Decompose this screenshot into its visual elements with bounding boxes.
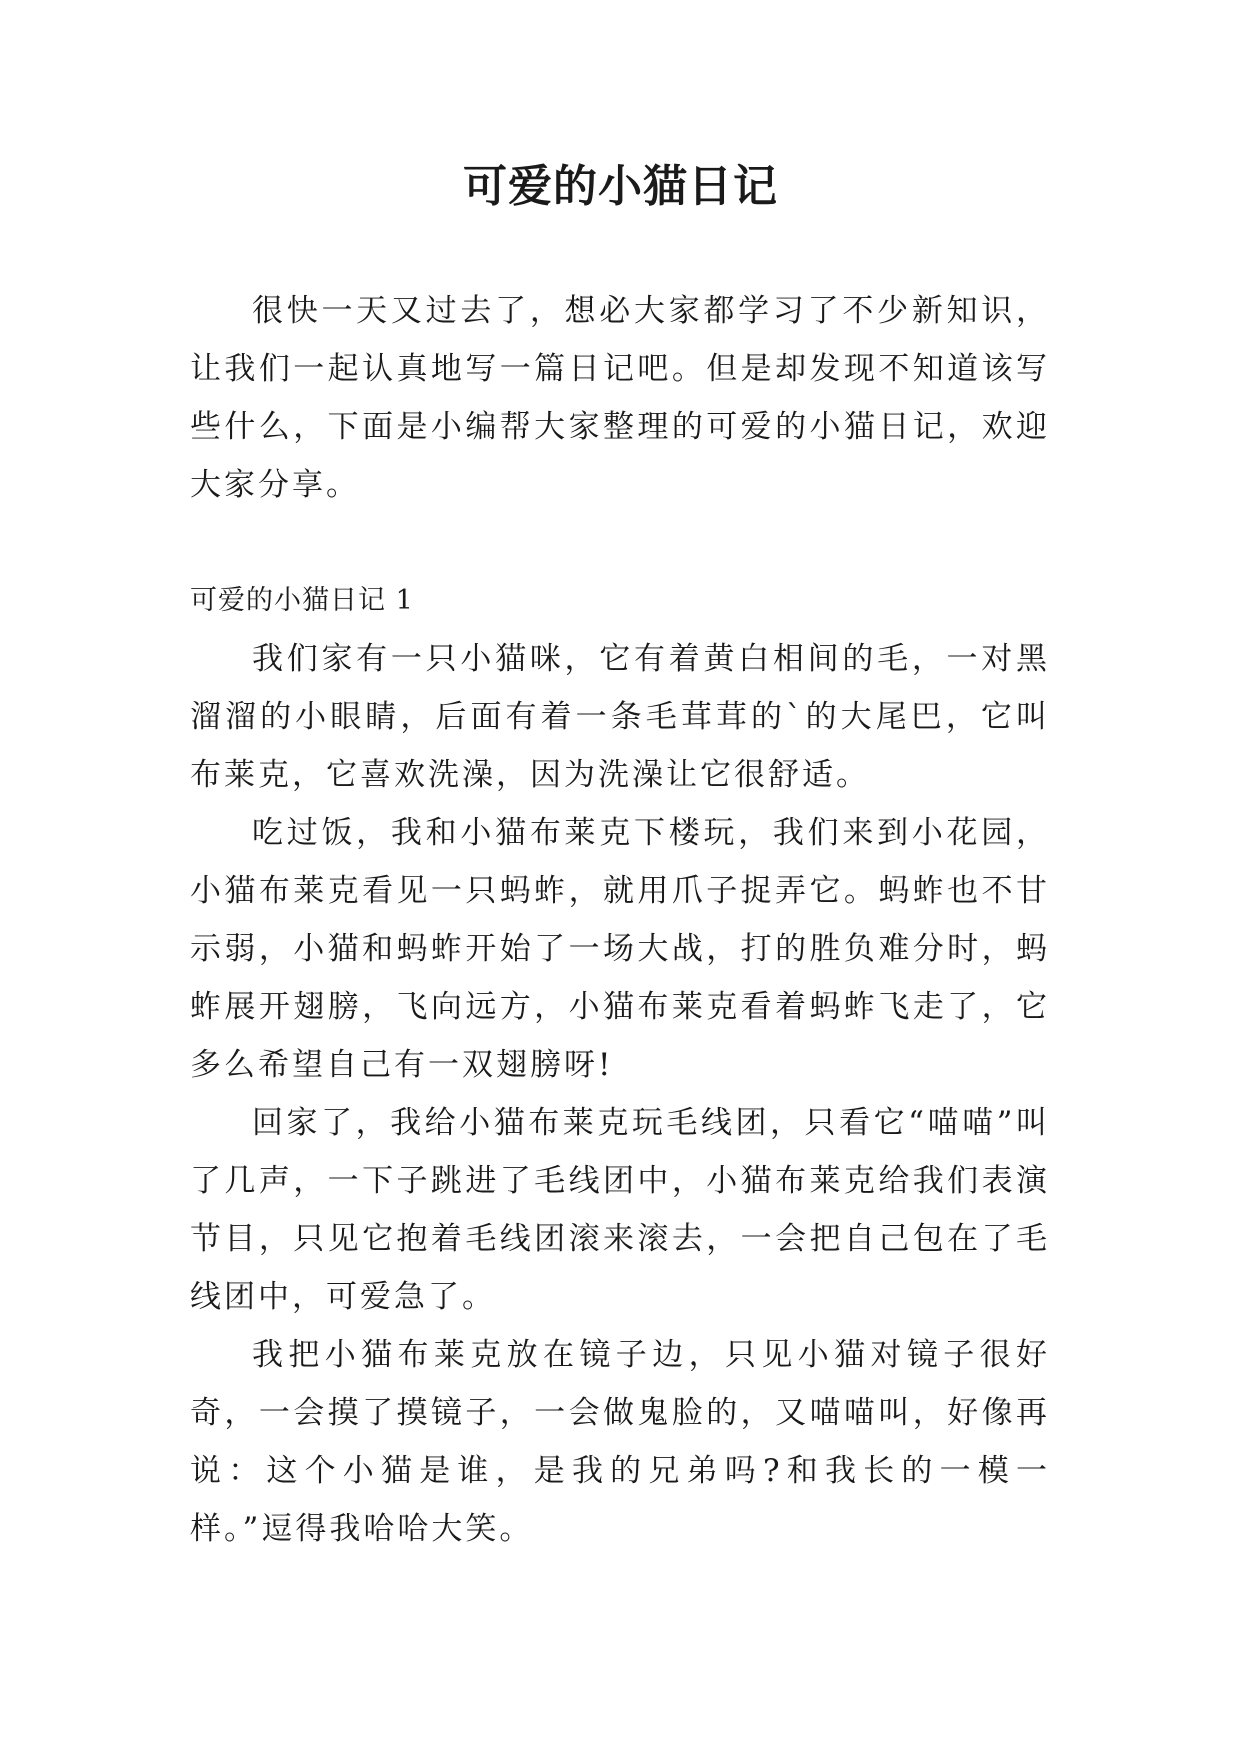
body-paragraph: 我们家有一只小猫咪，它有着黄白相间的毛，一对黑溜溜的小眼睛，后面有着一条毛茸茸的`的大尾巴，它叫布莱克，它喜欢洗澡，因为洗澡让它很舒适。 bbox=[190, 641, 1050, 793]
body-paragraph: 回家了，我给小猫布莱克玩毛线团，只看它“喵喵”叫了几声，一下子跳进了毛线团中，小猫布莱克给我们表演节目，只见它抱着毛线团滚来滚去，一会把自己包在了毛线团中，可爱急了。 bbox=[190, 1105, 1050, 1315]
document-title: 可爱的小猫日记 bbox=[463, 161, 778, 212]
section-spacer bbox=[190, 514, 1050, 572]
body-paragraph: 吃过饭，我和小猫布莱克下楼玩，我们来到小花园，小猫布莱克看见一只蚂蚱，就用爪子捉弄它。蚂蚱也不甘示弱，小猫和蚂蚱开始了一场大战，打的胜负难分时，蚂蚱展开翅膀，飞向远方，小猫布莱克看着蚂蚱飞走了，它多么希望自己有一双翅膀呀! bbox=[190, 815, 1050, 1083]
body-paragraph: 我把小猫布莱克放在镜子边，只见小猫对镜子很好奇，一会摸了摸镜子，一会做鬼脸的，又喵喵叫，好像再说：这个小猫是谁，是我的兄弟吗?和我长的一模一样。”逗得我哈哈大笑。 bbox=[190, 1337, 1050, 1547]
section-heading: 可爱的小猫日记 1 bbox=[190, 585, 414, 616]
intro-paragraph: 很快一天又过去了，想必大家都学习了不少新知识，让我们一起认真地写一篇日记吧。但是却发现不知道该写些什么，下面是小编帮大家整理的可爱的小猫日记，欢迎大家分享。 bbox=[190, 293, 1050, 503]
document-body bbox=[190, 282, 1050, 1558]
